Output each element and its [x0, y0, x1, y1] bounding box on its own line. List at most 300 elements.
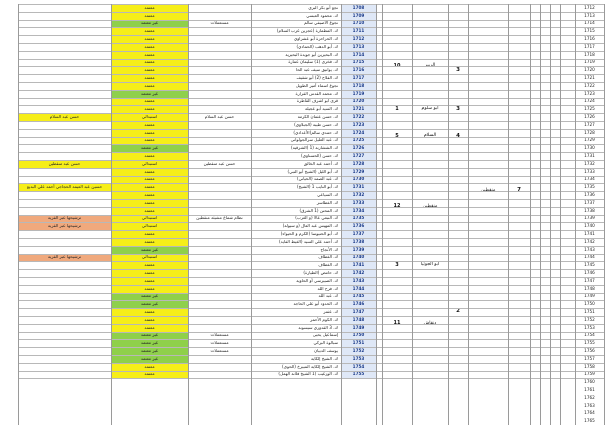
note-cell [188, 222, 251, 230]
name-cell: ك. الششارنة (1 (الشرقية) [291, 145, 338, 151]
note-cell [188, 168, 251, 176]
status-cell: استبدالي [111, 254, 188, 262]
id-cell: 1728 [341, 160, 376, 168]
status-cell: معتمد [111, 238, 188, 246]
supergroup-count: 2 [456, 308, 460, 315]
note-cell [188, 199, 251, 207]
row-number: 1746 [584, 269, 595, 275]
remark-cell [18, 324, 111, 332]
status-cell: معتمد [111, 168, 188, 176]
remark-cell [18, 66, 111, 74]
id-cell: 1731 [341, 183, 376, 191]
note-cell: حسن عبد السلام [204, 113, 235, 119]
status-cell: غير معتمد [111, 20, 188, 28]
row-number: 1726 [584, 113, 595, 119]
row-number: 1721 [584, 74, 595, 80]
note-cell [188, 355, 251, 363]
name-cell: ك. عبد العليل سرالجولوانى [290, 137, 338, 143]
row-divider [18, 27, 604, 28]
row-number: 1718 [584, 51, 595, 57]
row-divider [18, 20, 604, 21]
column-divider [540, 4, 541, 425]
row-divider [18, 168, 604, 169]
row-divider [18, 113, 604, 114]
row-divider [18, 332, 604, 333]
row-divider [18, 269, 604, 270]
row-divider [18, 152, 604, 153]
status-cell: معتمد [111, 176, 188, 184]
name-cell: ك. السياعي [317, 191, 338, 197]
note-cell [188, 144, 251, 152]
id-cell: 1755 [341, 371, 376, 379]
remark-cell: ترشيحها عبر القرية [18, 222, 111, 230]
id-cell: 1738 [341, 238, 376, 246]
remark-cell [18, 82, 111, 90]
row-number: 1765 [584, 418, 595, 424]
row-number: 1745 [584, 262, 595, 268]
row-divider [18, 355, 604, 356]
name-cell: ك. محمد القدس القرارة [295, 90, 338, 96]
row-number: 1713 [584, 12, 595, 18]
status-cell: معتمد [111, 4, 188, 12]
row-number: 1735 [584, 184, 595, 190]
row-divider [18, 308, 604, 309]
id-cell: 1745 [341, 293, 376, 301]
row-number: 1734 [584, 176, 595, 182]
remark-cell: ترشيحها عبر القرية [18, 215, 111, 223]
remark-cell [18, 371, 111, 379]
row-divider [18, 230, 604, 231]
status-cell: معتمد [111, 363, 188, 371]
row-number: 1739 [584, 215, 595, 221]
row-number: 1763 [584, 402, 595, 408]
note-cell [188, 43, 251, 51]
remark-cell [18, 316, 111, 324]
row-number: 1741 [584, 230, 595, 236]
remark-cell [18, 27, 111, 35]
row-divider [18, 378, 604, 379]
status-cell: غير معتمد [111, 144, 188, 152]
status-cell: استبدالي [111, 215, 188, 223]
status-cell: غير معتمد [111, 347, 188, 355]
column-divider [550, 4, 551, 425]
name-cell: ك. أحمد عبد الخالق [303, 160, 338, 166]
name-cell: ك. حسن طيبة (الجبلاوي) [294, 121, 338, 127]
row-divider [18, 105, 604, 106]
row-divider [18, 98, 604, 99]
group-name: ابو الجوثيا [420, 261, 440, 267]
column-divider [376, 4, 377, 425]
id-cell: 1726 [341, 144, 376, 152]
group-count: 10 [393, 62, 401, 69]
name-cell: ك. أبو النايب 1 (الشيخ) [297, 184, 338, 190]
note-cell [188, 261, 251, 269]
name-cell: ك. المطمارة (عجزين غرب السلام) [276, 28, 338, 34]
note-cell [188, 121, 251, 129]
id-cell: 1709 [341, 12, 376, 20]
row-number: 1712 [584, 4, 595, 10]
status-cell: غير معتمد [111, 339, 188, 347]
remark-cell [18, 308, 111, 316]
id-cell: 1747 [341, 308, 376, 316]
note-cell [188, 324, 251, 332]
name-cell: ك. البحيرين أبو جويدة البحيرية [285, 51, 338, 57]
note-cell [188, 82, 251, 90]
name-cell: ك. الحراحرة أبو عشراوي [294, 35, 338, 41]
row-divider [18, 74, 604, 75]
note-cell [188, 254, 251, 262]
row-divider [18, 129, 604, 130]
id-cell: 1714 [341, 51, 376, 59]
name-cell: ك. أبو الليل (الشيخ أبو النبي) [287, 168, 338, 174]
row-number: 1714 [584, 20, 595, 26]
column-divider [508, 4, 509, 425]
column-divider [18, 4, 19, 425]
row-number: 1755 [584, 340, 595, 346]
top-group-name: منقطين [480, 187, 496, 193]
id-cell: 1749 [341, 324, 376, 332]
status-cell: غير معتمد [111, 355, 188, 363]
id-cell: 1711 [341, 27, 376, 35]
id-cell: 1710 [341, 20, 376, 28]
remark-cell [18, 246, 111, 254]
row-divider [18, 51, 604, 52]
remark-cell [18, 207, 111, 215]
status-cell: معتمد [111, 207, 188, 215]
note-cell [188, 27, 251, 35]
id-cell: 1746 [341, 300, 376, 308]
name-cell: ك. حمدي سالم(الأعدادي) [293, 129, 338, 135]
note-cell: مستعملات [210, 332, 229, 338]
status-cell: معتمد [111, 43, 188, 51]
top-group-count: 7 [517, 187, 521, 194]
id-cell: 1752 [341, 347, 376, 355]
name-cell: ك. أبو الحنيوسا (الكرم و الحيواء) [280, 230, 338, 236]
column-divider [560, 4, 561, 425]
row-divider [18, 246, 604, 247]
id-cell: 1733 [341, 199, 376, 207]
status-cell: معتمد [111, 105, 188, 113]
group-name: أبو سلوم [421, 105, 439, 111]
status-cell: معتمد [111, 316, 188, 324]
remark-cell [18, 269, 111, 277]
remark-cell [18, 144, 111, 152]
note-cell [188, 90, 251, 98]
row-number: 1731 [584, 152, 595, 158]
note-cell [188, 308, 251, 316]
row-number: 1722 [584, 82, 595, 88]
name-cell: ك. الوزغيب (1 الشيخ فلانة الهمل) [278, 371, 338, 377]
note-cell [188, 74, 251, 82]
id-cell: 1735 [341, 215, 376, 223]
name-cell: نجوع الأصيفي سالم [303, 20, 338, 26]
note-cell [188, 269, 251, 277]
status-cell: معتمد [111, 129, 188, 137]
group-name: الزبير [424, 63, 436, 69]
status-cell: غير معتمد [111, 300, 188, 308]
note-cell [188, 129, 251, 137]
remark-cell [18, 51, 111, 59]
remark-cell: ترشيحها عبر القرية [18, 254, 111, 262]
status-cell: استبدالي [111, 160, 188, 168]
row-divider [18, 238, 604, 239]
id-cell: 1734 [341, 207, 376, 215]
id-cell: 1753 [341, 355, 376, 363]
note-cell [188, 285, 251, 293]
row-number: 1742 [584, 238, 595, 244]
status-cell: معتمد [111, 199, 188, 207]
row-number: 1740 [584, 223, 595, 229]
name-cell: ك. النبعي عالا (و الغرب) [295, 215, 338, 221]
id-cell: 1727 [341, 152, 376, 160]
note-cell [188, 176, 251, 184]
row-divider [18, 66, 604, 67]
note-cell [188, 246, 251, 254]
note-cell [188, 207, 251, 215]
column-divider [448, 4, 449, 425]
id-cell: 1720 [341, 98, 376, 106]
row-number: 1756 [584, 347, 595, 353]
status-cell: معتمد [111, 66, 188, 74]
id-cell: 1743 [341, 277, 376, 285]
row-number: 1717 [584, 43, 595, 49]
remark-cell [18, 90, 111, 98]
row-number: 1762 [584, 394, 595, 400]
remark-cell [18, 4, 111, 12]
note-cell: مستعملات [210, 347, 229, 353]
id-cell: 1742 [341, 269, 376, 277]
row-divider [18, 324, 604, 325]
name-cell: ك. 3 القدوري سيسونة [298, 324, 338, 330]
name-cell: إسماعيل يحيى [312, 332, 338, 338]
status-cell: معتمد [111, 191, 188, 199]
name-cell: قرى أبو اشرف القاطرة [296, 98, 338, 104]
row-number: 1743 [584, 246, 595, 252]
id-cell: 1729 [341, 168, 376, 176]
row-number: 1725 [584, 106, 595, 112]
row-divider [18, 363, 604, 364]
row-number: 1751 [584, 308, 595, 314]
remark-cell [18, 285, 111, 293]
row-number: 1719 [584, 59, 595, 65]
name-cell: ك. عبد الله [318, 293, 338, 299]
table-grid [18, 4, 604, 425]
remark-cell [18, 129, 111, 137]
remark-cell [18, 168, 111, 176]
name-cell: ك. الشيخ إلكاية [310, 355, 338, 361]
note-cell [188, 66, 251, 74]
note-cell [188, 152, 251, 160]
name-cell: نجع أبو بكر البري [308, 4, 338, 10]
id-cell: 1719 [341, 90, 376, 98]
name-cell: ك. المهيس عبد العال (و سيولة) [282, 223, 338, 229]
row-divider [18, 90, 604, 91]
status-cell: معتمد [111, 137, 188, 145]
supergroup-count: 3 [456, 105, 460, 112]
remark-cell [18, 293, 111, 301]
name-cell: نجوع اسماء أمير الطويل [295, 82, 338, 88]
status-cell: معتمد [111, 82, 188, 90]
note-cell [188, 371, 251, 379]
status-cell: معتمد [111, 285, 188, 293]
id-cell: 1730 [341, 176, 376, 184]
name-cell: ك. السيد أبو عجيلة [304, 106, 338, 112]
note-cell: مستعملات [210, 20, 229, 26]
column-divider [251, 4, 252, 425]
remark-cell [18, 300, 111, 308]
note-cell: حسن عبد منقطين [203, 160, 236, 166]
row-number: 1737 [584, 199, 595, 205]
id-cell: 1751 [341, 339, 376, 347]
remark-cell [18, 43, 111, 51]
remark-cell [18, 347, 111, 355]
remark-cell [18, 230, 111, 238]
name-cell: ك. الفلاح (2) أبو شقيف [296, 74, 338, 80]
row-number: 1752 [584, 316, 595, 322]
status-cell: معتمد [111, 261, 188, 269]
note-cell [188, 35, 251, 43]
note-cell [188, 105, 251, 113]
name-cell: ك. أحمد علي السيد (الغيط الفايد) [279, 238, 338, 244]
note-cell [188, 238, 251, 246]
id-cell: 1718 [341, 82, 376, 90]
remark-cell [18, 20, 111, 28]
remark-cell [18, 332, 111, 340]
note-cell [188, 191, 251, 199]
name-cell: ك. أبو الدهب (الحمادي) [296, 43, 338, 49]
remark-cell [18, 121, 111, 129]
column-divider [188, 4, 189, 425]
group-name: منقطين [422, 203, 438, 209]
note-cell [188, 183, 251, 191]
column-divider [111, 4, 112, 425]
row-number: 1757 [584, 355, 595, 361]
row-number: 1749 [584, 293, 595, 299]
column-divider [530, 4, 531, 425]
id-cell: 1750 [341, 332, 376, 340]
row-number: 1730 [584, 145, 595, 151]
remark-cell [18, 363, 111, 371]
remark-cell [18, 277, 111, 285]
status-cell: معتمد [111, 152, 188, 160]
name-cell: ك. حامض (الطيارة) [303, 269, 338, 275]
remark-cell [18, 12, 111, 20]
row-number: 1747 [584, 277, 595, 283]
status-cell: معتمد [111, 98, 188, 106]
row-number: 1724 [584, 98, 595, 104]
row-divider [18, 316, 604, 317]
note-cell [188, 51, 251, 59]
status-cell: معتمد [111, 74, 188, 82]
row-divider [18, 183, 604, 184]
row-divider [18, 199, 604, 200]
note-cell [188, 293, 251, 301]
note-cell [188, 59, 251, 67]
name-cell: ك. حسن (الحسناوي) [301, 152, 338, 158]
column-divider [382, 4, 383, 425]
row-divider [18, 254, 604, 255]
supergroup-count: 3 [456, 66, 460, 73]
row-divider [18, 176, 604, 177]
remark-cell [18, 35, 111, 43]
remark-cell [18, 355, 111, 363]
row-number: 1764 [584, 410, 595, 416]
note-cell [188, 300, 251, 308]
status-cell: غير معتمد [111, 293, 188, 301]
status-cell: معتمد [111, 121, 188, 129]
row-number: 1761 [584, 386, 595, 392]
status-cell: معتمد [111, 35, 188, 43]
row-divider [18, 144, 604, 145]
status-cell: معتمد [111, 230, 188, 238]
column-divider [604, 4, 605, 425]
remark-cell [18, 74, 111, 82]
row-number: 1733 [584, 168, 595, 174]
name-cell: يوسف الدبيان [314, 347, 338, 353]
supergroup-count: 4 [456, 132, 460, 139]
remark-cell [18, 98, 111, 106]
id-cell: 1721 [341, 105, 376, 113]
remark-cell: حسن عبد السلام [18, 113, 111, 121]
status-cell: معتمد [111, 27, 188, 35]
id-cell: 1712 [341, 35, 376, 43]
status-cell: معتمد [111, 308, 188, 316]
row-divider [18, 12, 604, 13]
row-number: 1758 [584, 363, 595, 369]
row-number: 1760 [584, 379, 595, 385]
status-cell: معتمد [111, 59, 188, 67]
row-divider [18, 261, 604, 262]
note-cell [188, 230, 251, 238]
id-cell: 1723 [341, 121, 376, 129]
note-cell: نظام شماع مشيئة منقطين [196, 215, 243, 221]
row-divider [18, 137, 604, 138]
name-cell: ك. فرح الله [317, 285, 338, 291]
name-cell: ك. المحنن (1 الشرق) [299, 207, 338, 213]
remark-cell [18, 339, 111, 347]
row-divider [18, 82, 604, 83]
status-cell: معتمد [111, 324, 188, 332]
row-divider [18, 293, 604, 294]
column-divider [468, 4, 469, 425]
name-cell: ك. فخرى (1) سليمان عمارة [288, 59, 338, 65]
row-number: 1727 [584, 121, 595, 127]
row-divider [18, 222, 604, 223]
name-cell: ك. عثمر [323, 308, 338, 314]
row-number: 1723 [584, 90, 595, 96]
status-cell: معتمد [111, 183, 188, 191]
status-cell: معتمد [111, 269, 188, 277]
row-divider [18, 35, 604, 36]
id-cell: 1744 [341, 285, 376, 293]
row-divider [18, 191, 604, 192]
remark-cell [18, 59, 111, 67]
name-cell: ك. الشيخ إلكاية المبيرخ (الحوى) [282, 363, 338, 369]
name-cell: ك. الغطاسر [316, 199, 338, 205]
status-cell: معتمد [111, 12, 188, 20]
row-number: 1729 [584, 137, 595, 143]
remark-cell [18, 176, 111, 184]
remark-cell [18, 152, 111, 160]
row-number: 1728 [584, 129, 595, 135]
group-count: 12 [393, 203, 401, 210]
id-cell: 1740 [341, 254, 376, 262]
remark-cell [18, 238, 111, 246]
status-cell: معتمد [111, 277, 188, 285]
column-divider [575, 4, 576, 425]
row-number: 1738 [584, 207, 595, 213]
id-cell: 1736 [341, 222, 376, 230]
